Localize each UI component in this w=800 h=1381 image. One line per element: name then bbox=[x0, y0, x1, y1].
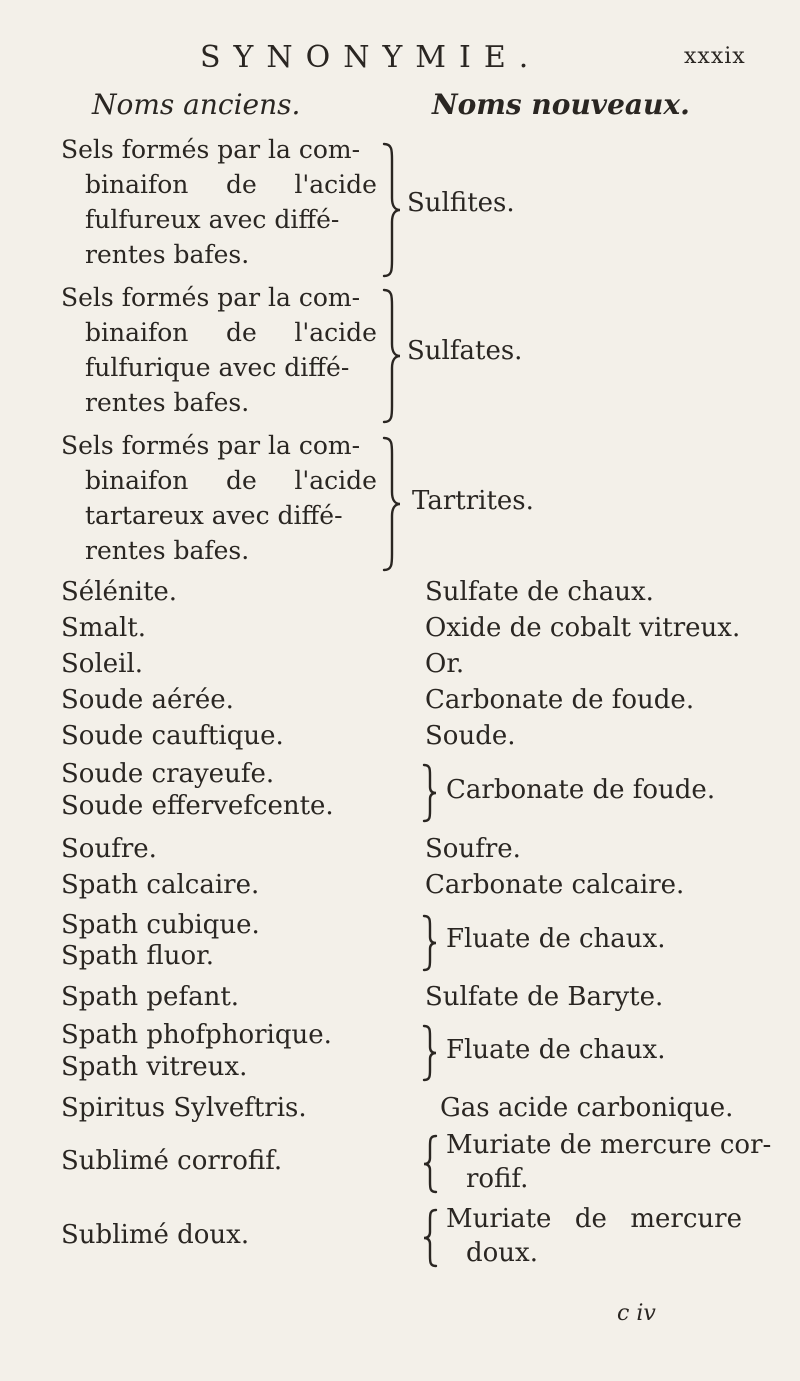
salt-group-sulfates: Sels formés par la com- binaifon de l'acide fulfurique avec diffé- rentes bafes. bbox=[61, 283, 377, 417]
new-name-selenite: Sulfate de chaux. bbox=[425, 577, 654, 607]
new-name-sublime-doux-line2: doux. bbox=[466, 1238, 538, 1268]
modern-name-sulfites: Sulfites. bbox=[407, 188, 515, 218]
brace-sublime-corrosif bbox=[422, 1134, 446, 1194]
signature-mark: c iv bbox=[617, 1301, 656, 1326]
old-name-soude-aeree: Soude aérée. bbox=[61, 685, 234, 715]
old-name-soude-crayeuse: Soude crayeufe. bbox=[61, 759, 275, 789]
old-name-sublime-doux: Sublimé doux. bbox=[61, 1220, 250, 1250]
old-name-sublime-corrosif: Sublimé corrofif. bbox=[61, 1146, 283, 1176]
old-name-spath-pesant: Spath pefant. bbox=[61, 982, 240, 1012]
new-name-sublime-doux: Muriate de mercure doux. bbox=[446, 1204, 742, 1268]
modern-name-sulfates: Sulfates. bbox=[407, 336, 523, 366]
old-name-smalt: Smalt. bbox=[61, 613, 146, 643]
page-number: xxxix bbox=[684, 44, 746, 69]
old-name-spath-calcaire: Spath calcaire. bbox=[61, 870, 260, 900]
old-name-soude-effervescente: Soude effervefcente. bbox=[61, 791, 334, 821]
new-name-spath-vitreux: Fluate de chaux. bbox=[446, 1035, 666, 1065]
old-name-soude-caustique: Soude cauftique. bbox=[61, 721, 284, 751]
new-name-sublime-corrosif-line1: Muriate de mercure cor- bbox=[446, 1130, 772, 1160]
new-name-soufre: Soufre. bbox=[425, 834, 521, 864]
new-name-soude-caustique: Soude. bbox=[425, 721, 516, 751]
new-name-spath-pesant: Sulfate de Baryte. bbox=[425, 982, 664, 1012]
salt-group-sulfites: Sels formés par la com- binaifon de l'acide fulfureux avec diffé- rentes bafes. bbox=[61, 135, 377, 269]
new-name-smalt: Oxide de cobalt vitreux. bbox=[425, 613, 741, 643]
old-name-soufre: Soufre. bbox=[61, 834, 157, 864]
new-name-spath-calcaire: Carbonate calcaire. bbox=[425, 870, 685, 900]
brace-spath-vitreux bbox=[422, 1024, 446, 1082]
new-name-soude-crayeuse: Carbonate de foude. bbox=[446, 775, 716, 805]
salt-group-tartrites: Sels formés par la com- binaifon de l'acide tartareux avec diffé- rentes bafes. bbox=[61, 431, 377, 565]
new-name-sublime-corrosif-line2: rofif. bbox=[466, 1164, 529, 1194]
brace-sublime-doux bbox=[422, 1208, 446, 1268]
modern-name-tartrites: Tartrites. bbox=[412, 486, 534, 516]
old-name-spath-cubique: Spath cubique. bbox=[61, 910, 260, 940]
new-name-soleil: Or. bbox=[425, 649, 465, 679]
old-name-spiritus-sylvestris: Spiritus Sylveftris. bbox=[61, 1093, 307, 1123]
new-name-spiritus-sylvestris: Gas acide carbonique. bbox=[440, 1093, 734, 1123]
brace-soude bbox=[422, 763, 446, 823]
new-name-sublime-corrosif bbox=[446, 1128, 771, 1196]
old-name-spath-fluor: Spath fluor. bbox=[61, 941, 214, 971]
new-name-soude-aeree: Carbonate de foude. bbox=[425, 685, 695, 715]
old-name-spath-vitreux: Spath vitreux. bbox=[61, 1052, 248, 1082]
old-name-selenite: Sélénite. bbox=[61, 577, 178, 607]
new-names-heading: Noms nouveaux. bbox=[432, 88, 690, 121]
new-name-spath-fluor: Fluate de chaux. bbox=[446, 924, 666, 954]
brace-spath-fluor bbox=[422, 914, 446, 972]
old-name-soleil: Soleil. bbox=[61, 649, 144, 679]
old-name-spath-phosphorique: Spath phofphorique. bbox=[61, 1020, 332, 1050]
old-names-heading: Noms anciens. bbox=[92, 88, 301, 121]
running-head: SYNONYMIE. bbox=[200, 40, 542, 75]
